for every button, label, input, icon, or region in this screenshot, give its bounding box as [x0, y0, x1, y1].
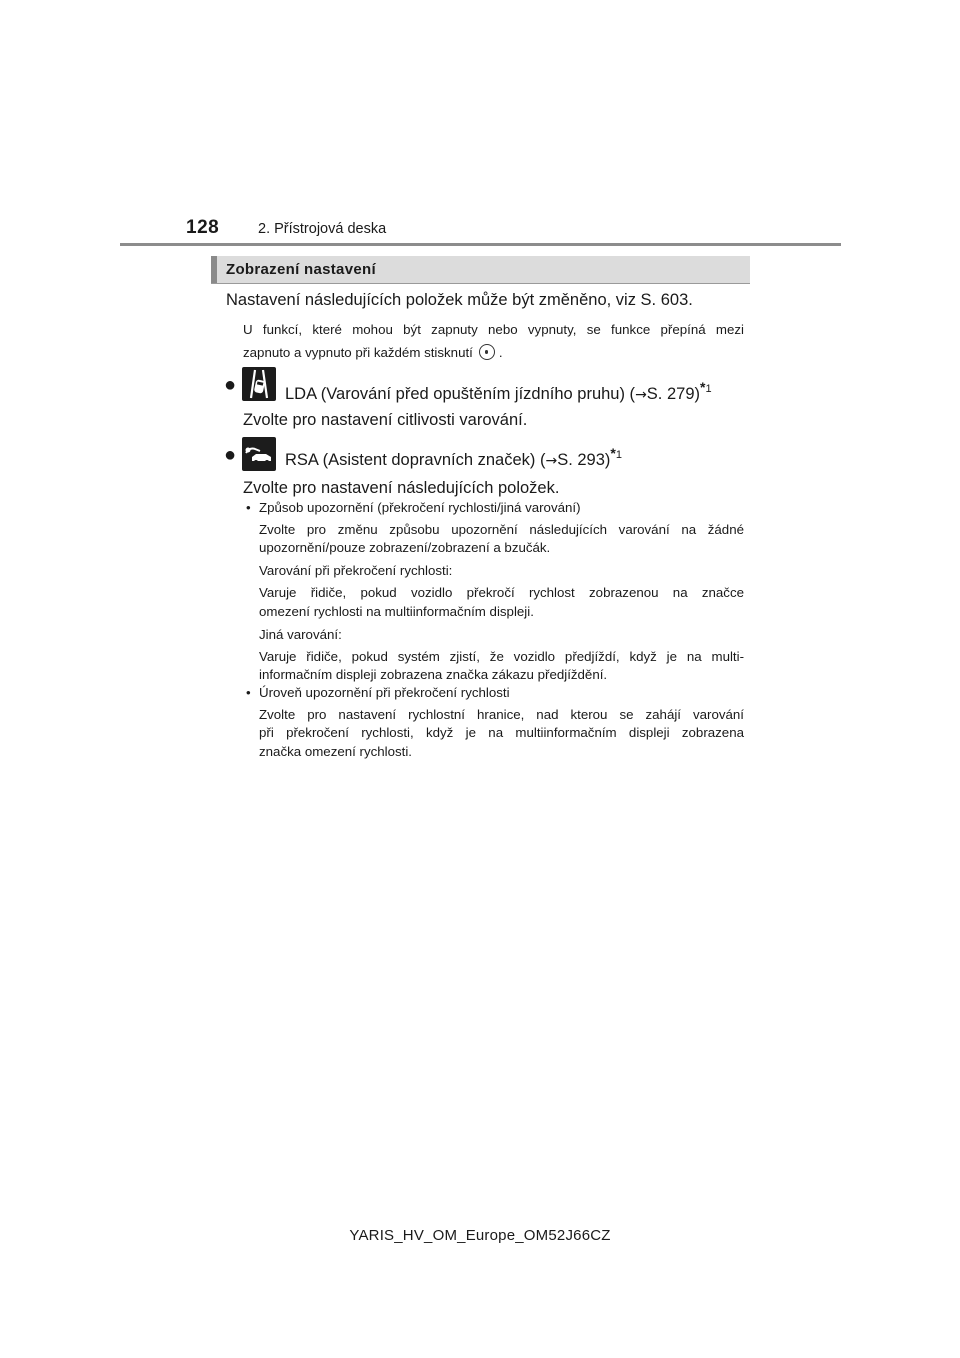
item-rsa-label: RSA (Asistent dopravních značek) (	[285, 451, 546, 469]
intro-text: Nastavení následujících položek může být změněno, viz S. 603.	[226, 291, 693, 309]
rsa-sublist	[246, 500, 744, 760]
item-rsa-description: Zvolte pro nastavení následujících položek.	[243, 479, 560, 497]
sublist-a-line-4: Varuje řidiče, pokud vozidlo překročí rychlost zobrazenou na značce	[259, 585, 744, 600]
arrow-icon: →	[545, 453, 558, 469]
sublist-b-title: Úroveň upozornění při překročení rychlosti	[259, 685, 510, 700]
section-divider	[211, 283, 750, 284]
item-bullet: ●	[224, 444, 237, 466]
sublist-b-line-2: při překročení rychlosti, když je na multiinformačním displeji zobrazena	[259, 725, 744, 740]
page-number: 128	[186, 217, 220, 238]
sublist-a-title: Způsob upozornění (překročení rychlosti/jiná varování)	[259, 500, 581, 515]
footnote-number: 1	[705, 383, 712, 395]
sublist-a-line-7: Varuje řidiče, pokud systém zjistí, že vozidlo předjíždí, když je na multi-	[259, 649, 744, 664]
section-title: Zobrazení nastavení	[226, 261, 376, 278]
sublist-a-line-2: upozornění/pouze zobrazení/zobrazení a bzučák.	[259, 540, 551, 555]
item-lda-ref: S. 279)	[646, 385, 700, 403]
sublist-b-line-3: značka omezení rychlosti.	[259, 744, 412, 759]
function-button-icon	[479, 344, 495, 360]
road-sign-assist-icon	[242, 437, 276, 471]
sublist-b-line-1: Zvolte pro nastavení rychlostní hranice, nad kterou se zahájí varování	[259, 707, 744, 722]
note-line-2-end: .	[498, 345, 503, 360]
sublist-bullet: •	[246, 500, 251, 515]
sublist-a-line-6: Jiná varování:	[259, 627, 342, 642]
note-line-2-text: zapnuto a vypnuto při každém stisknutí	[243, 345, 473, 360]
sublist-a-line-8: informačním displeji zobrazena značka zákazu předjíždění.	[259, 667, 608, 682]
note-line-2	[243, 341, 744, 364]
item-rsa-ref: S. 293)	[557, 451, 611, 469]
item-lda	[285, 379, 712, 404]
section-heading	[211, 256, 750, 283]
footnote-mark	[610, 445, 622, 461]
footnote-number: 1	[615, 449, 622, 461]
sublist-a-line-1: Zvolte pro změnu způsobu upozornění následujících varování na žádné	[259, 522, 744, 537]
sublist-bullet: •	[246, 685, 251, 700]
document-code: YARIS_HV_OM_Europe_OM52J66CZ	[349, 1227, 611, 1244]
item-rsa	[285, 445, 622, 470]
sublist-a-line-5: omezení rychlosti na multiinformačním displeji.	[259, 604, 534, 619]
header-divider	[120, 243, 841, 246]
chapter-title: 2. Přístrojová deska	[258, 221, 387, 237]
footnote-star: *	[700, 379, 706, 395]
sublist-a-line-3: Varování při překročení rychlosti:	[259, 563, 453, 578]
arrow-icon: →	[635, 387, 647, 403]
note-line-1: U funkcí, které mohou být zapnuty nebo vypnuty, se funkce přepíná mezi	[243, 322, 744, 337]
item-bullet: ●	[224, 374, 237, 396]
footnote-star: *	[610, 445, 616, 461]
item-lda-label: LDA (Varování před opuštěním jízdního pruhu) (	[285, 385, 636, 403]
lane-departure-icon	[242, 367, 276, 401]
footnote-mark	[700, 379, 712, 395]
item-lda-description: Zvolte pro nastavení citlivosti varování.	[243, 411, 528, 429]
